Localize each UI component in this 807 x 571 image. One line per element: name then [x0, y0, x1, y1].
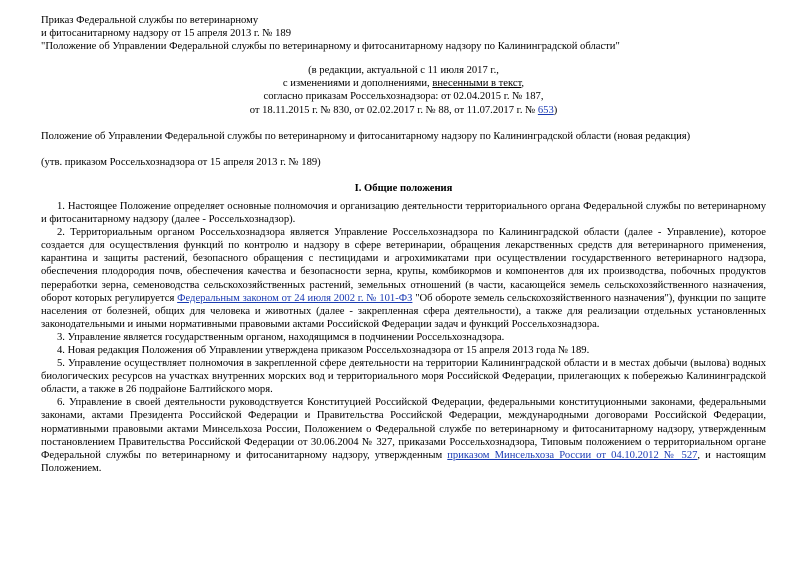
minselkhoz-order-link[interactable]: приказом Минсельхоза России от 04.10.2012 № 527	[447, 449, 698, 461]
paragraph-4: 4. Новая редакция Положения об Управлении утверждена приказом Россельхознадзора от 15 апреля 2013 года № 189.	[57, 344, 590, 356]
revision-line-2	[41, 77, 766, 90]
paragraph-6	[41, 396, 766, 475]
revision-line-2-text: с изменениями и дополнениями,	[282, 78, 433, 90]
order-653-link[interactable]: 653	[537, 104, 554, 116]
section-title: I. Общие положения	[354, 182, 453, 194]
paragraph-2	[41, 226, 766, 331]
paragraph-6-text: 6. Управление в своей деятельности руководствуется Конституцией Российской Федерации, федеральными конституционными законами, федеральными законами, актами Президента Российской Федерации и Правительства Российской Федерации, международными договорами Российской Федерации, нормативными правовыми актами Минсельхоза России, Положением о Федеральной службе по ветеринарному и фитосанитарному надзору, утвержденным постановлением Правительства Российской Федерации от 30.06.2004 № 327, приказами Россельхознадзора, Типовым положением о территориальном органе Федеральной службы по ветеринарному и фитосанитарному надзору, утвержденным	[41, 397, 766, 461]
approval-note: (утв. приказом Россельхознадзора от 15 апреля 2013 г. № 189)	[41, 156, 321, 168]
paragraph-6-end: , и настоящим Положением.	[41, 449, 766, 474]
paragraph-5: 5. Управление осуществляет полномочия в закрепленной сфере деятельности на территории Калининградской области и в местах добычи (вылова) водных биологических ресурсов на участках внутренних морских вод и территориального моря Российской Федерации, прилегающих к побережью Калининградской области, а также в 26 подрайоне Балтийского моря.	[41, 358, 766, 396]
revision-line-4-end: )	[553, 104, 558, 116]
revision-note	[41, 64, 766, 116]
document-title: Положение об Управлении Федеральной службы по ветеринарному и фитосанитарному надзору по Калининградской области (новая редакция)	[41, 130, 691, 142]
revision-line-3: согласно приказам Россельхознадзора: от 02.04.2015 г. № 187,	[263, 91, 544, 103]
header-line-3: "Положение об Управлении Федеральной службы по ветеринарному и фитосанитарному надзору по Калининградской области"	[41, 41, 620, 53]
paragraph-2-end: "Об обороте земель сельскохозяйственного назначения"), функции по защите населения от болезней, общих для человека и животных (далее - закрепленная сфера деятельности), а также для реализации отдельных установленных законодательными и иными нормативными правовыми актами Российской Федерации задач и функций Россельхознадзора.	[41, 292, 766, 330]
revision-line-4	[41, 104, 766, 117]
amendments-link[interactable]: внесенными в текст	[432, 78, 522, 90]
revision-line-4-text: от 18.11.2015 г. № 830, от 02.02.2017 г. № 88, от 11.07.2017 г. №	[249, 104, 538, 116]
paragraph-3: 3. Управление является государственным органом, находящимся в подчинении Россельхознадзора.	[57, 331, 505, 343]
revision-line-2-end: ,	[521, 78, 525, 90]
paragraph-2-text: 2. Территориальным органом Россельхознадзора является Управление Россельхознадзора по Калининградской области (далее - Управление), которое создается для осуществления функций по контролю и надзору в сфере ветеринарии, обращения лекарственных средств для ветеринарного применения, карантина и защиты растений, безопасного обращения с пестицидами и агрохимикатами при осуществлении государственного ветеринарного надзора, обеспечения плодородия почв, обеспечения качества и безопасности зерна, крупы, комбикормов и компонентов для их производства, побочных продуктов переработки зерна, семеноводства сельскохозяйственных растений, земельных отношений (в части, касающейся земель сельскохозяйственного назначения, оборот которых регулируется	[41, 227, 766, 304]
federal-law-link[interactable]: Федеральным законом от 24 июля 2002 г. № 101-ФЗ	[177, 292, 413, 304]
header-line-2: и фитосанитарному надзору от 15 апреля 2013 г. № 189	[41, 28, 292, 40]
section-body	[41, 200, 766, 475]
document-header	[41, 14, 766, 53]
paragraph-1: 1. Настоящее Положение определяет основные полномочия и организацию деятельности территориального органа Федеральной службы по ветеринарному и фитосанитарному надзору (далее - Россельхознадзор).	[41, 200, 766, 226]
revision-line-1: (в редакции, актуальной с 11 июля 2017 г.,	[308, 65, 499, 77]
header-line-1: Приказ Федеральной службы по ветеринарному	[41, 15, 259, 26]
